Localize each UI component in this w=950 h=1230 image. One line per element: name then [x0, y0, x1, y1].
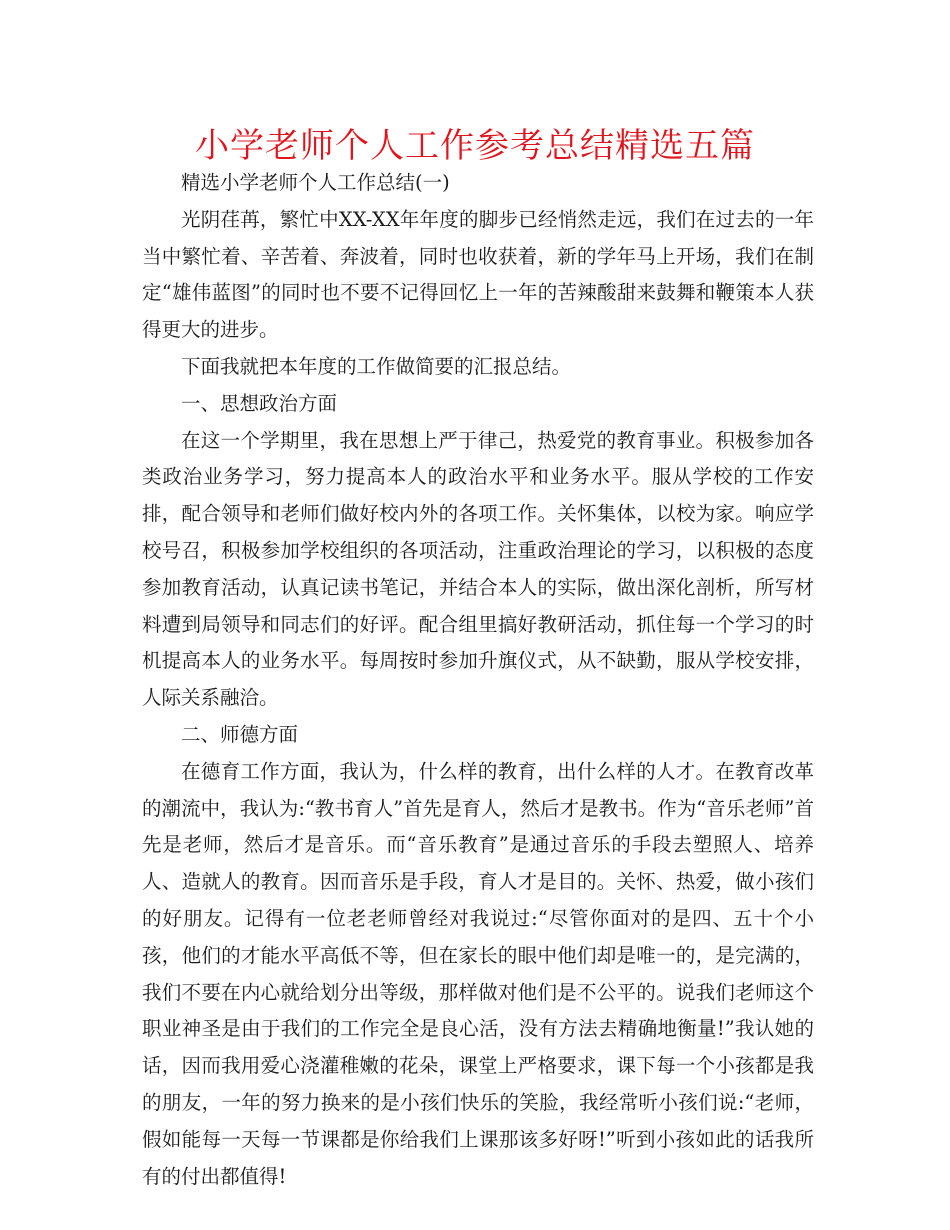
document-title: 小学老师个人工作参考总结精选五篇	[195, 126, 755, 166]
body-paragraph: 光阴荏苒，繁忙中XX-XX年年度的脚步已经悄然走远，我们在过去的一年当中繁忙着、辛苦着、奔波着，同时也收获着，新的学年马上开场，我们在制定“雄伟蓝图”的同时也不要不记得回忆上一年的苦辣酸甜来鼓舞和鞭策本人获得更大的进步。	[142, 207, 814, 342]
body-paragraph: 在德育工作方面，我认为，什么样的教育，出什么样的人才。在教育改革的潮流中，我认为:“教书育人”首先是育人，然后才是教书。作为“音乐老师”首先是老师，然后才是音乐。而“音乐教育”是通过音乐的手段去塑照人、培养人、造就人的教育。因而音乐是手段，育人才是目的。关怀、热爱，做小孩们的好朋友。记得有一位老老师曾经对我说过:“尽管你面对的是四、五十个小孩，他们的才能水平高低不等，但在家长的眼中他们却是唯一的，是完满的，我们不要在内心就给划分出等级，那样做对他们是不公平的。说我们老师这个职业神圣是由于我们的工作完全是良心活，没有方法去精确地衡量!”我认她的话，因而我用爱心浇灌稚嫩的花朵，课堂上严格要求，课下每一个小孩都是我的朋友，一年的努力换来的是小孩们快乐的笑脸，我经常听小孩们说:“老师，假如能每一天每一节课都是你给我们上课那该多好呀!”听到小孩如此的话我所有的付出都值得!	[142, 759, 814, 1188]
section-heading: 二、师德方面	[181, 722, 299, 746]
body-paragraph: 下面我就把本年度的工作做简要的汇报总结。	[181, 354, 572, 378]
subtitle-paragraph: 精选小学老师个人工作总结(一)	[181, 171, 450, 194]
document-body	[142, 165, 814, 1195]
body-paragraph: 在这一个学期里，我在思想上严于律己，热爱党的教育事业。积极参加各类政治业务学习，努力提高本人的政治水平和业务水平。服从学校的工作安排，配合领导和老师们做好校内外的各项工作。关怀集体，以校为家。响应学校号召，积极参加学校组织的各项活动，注重政治理论的学习，以积极的态度参加教育活动，认真记读书笔记，并结合本人的实际，做出深化剖析，所写材料遭到局领导和同志们的好评。配合组里搞好教研活动，抓住每一个学习的时机提高本人的业务水平。每周按时参加升旗仪式，从不缺勤，服从学校安排，人际关系融洽。	[142, 428, 814, 710]
section-heading: 一、思想政治方面	[181, 391, 338, 415]
